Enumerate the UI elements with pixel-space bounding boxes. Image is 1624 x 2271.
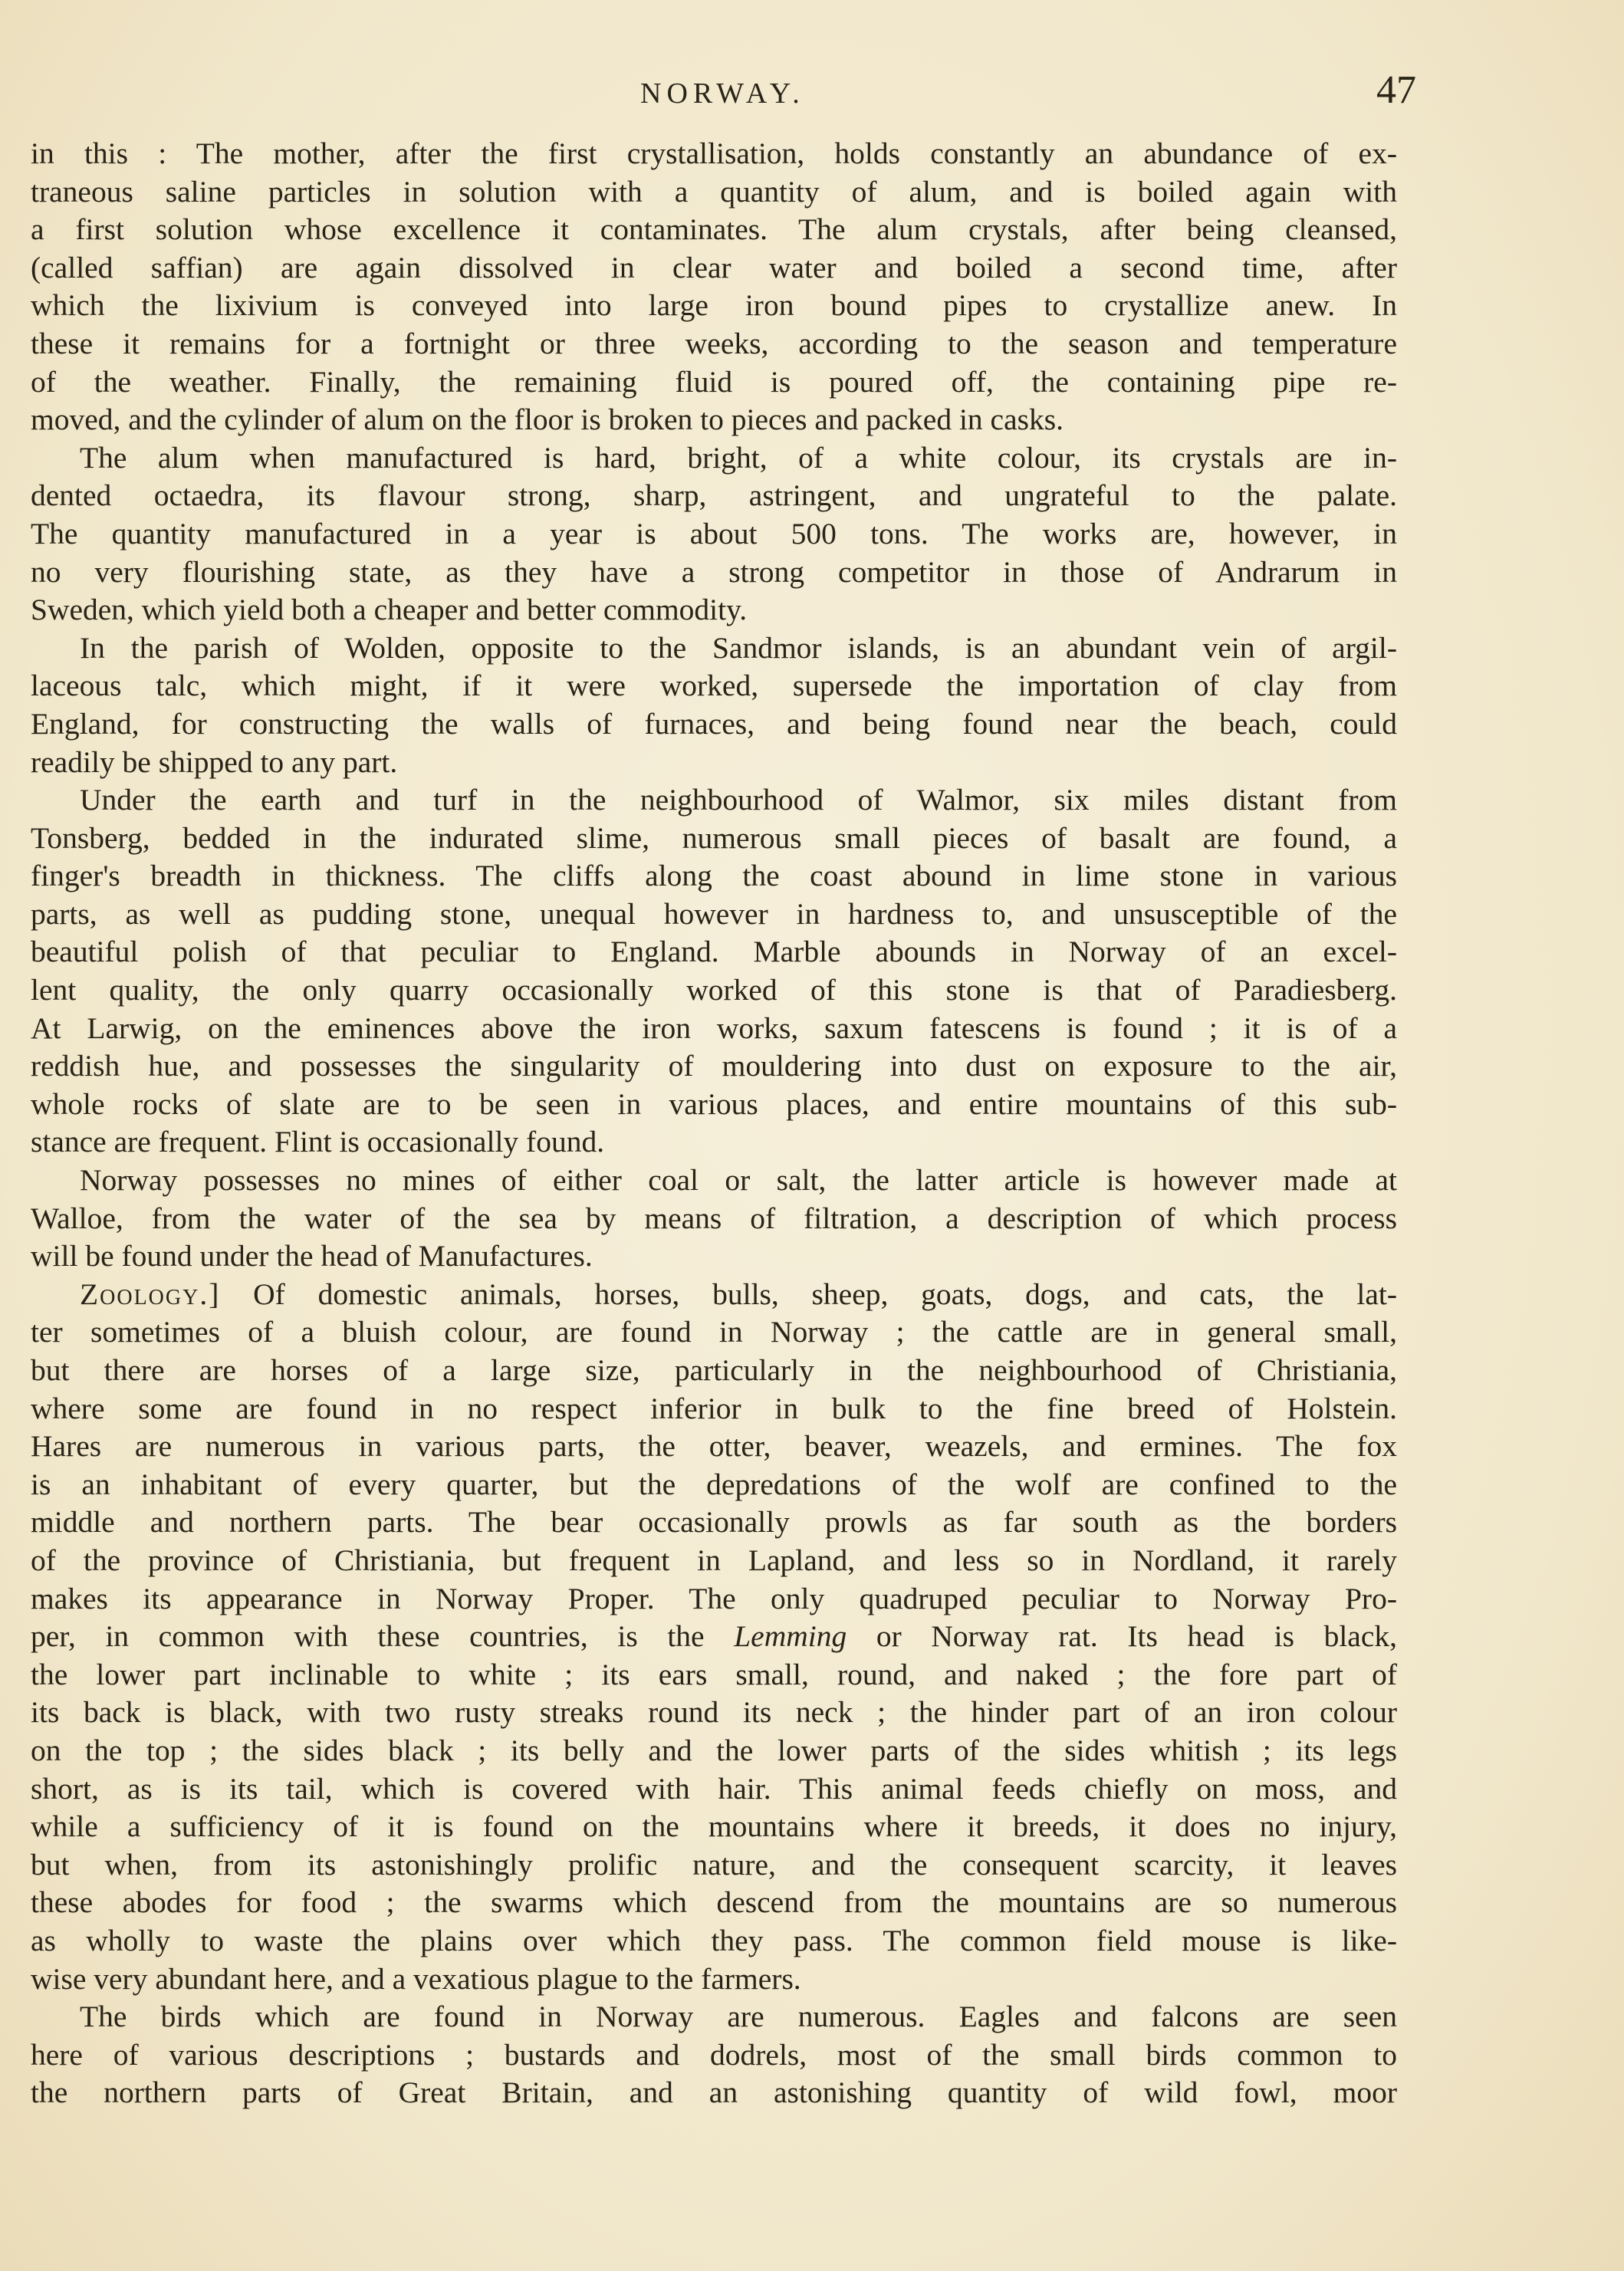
running-head	[31, 67, 1426, 121]
line-text: Norway possesses no mines of either coal or salt, the latter article is however made at	[80, 1163, 1397, 1198]
text-line	[31, 1466, 1397, 1504]
text-line	[31, 554, 1397, 592]
line-text: which the lixivium is conveyed into large iron bound pipes to crystallize anew. In	[31, 288, 1397, 323]
line-text: whole rocks of slate are to be seen in various places, and entire mountains of this sub-	[31, 1086, 1397, 1121]
text-line	[31, 1390, 1397, 1428]
line-text: At Larwig, on the eminences above the iron works, saxum fatescens is found ; it is of a	[31, 1011, 1397, 1045]
text-line	[31, 439, 1397, 478]
line-text: middle and northern parts. The bear occasionally prowls as far south as the borders	[31, 1505, 1397, 1540]
line-text: The quantity manufactured in a year is about 500 tons. The works are, however, in	[31, 516, 1397, 550]
text-line	[31, 705, 1397, 744]
page-number: 47	[1376, 68, 1416, 112]
line-text: Walloe, from the water of the sea by means of filtration, a description of which process	[31, 1201, 1397, 1235]
line-text: reddish hue, and possesses the singularity of mouldering into dust on exposure to the air,	[31, 1049, 1397, 1083]
line-text: per, in common with these countries, is the	[31, 1619, 735, 1654]
text-line	[31, 820, 1397, 858]
line-text: finger's breadth in thickness. The cliffs along the coast abound in lime stone in various	[31, 859, 1397, 893]
line-text: makes its appearance in Norway Proper. The only quadruped peculiar to Norway Pro-	[31, 1581, 1397, 1615]
text-line	[31, 1998, 1397, 2036]
text-line	[31, 1237, 1397, 1276]
text-line	[31, 667, 1397, 705]
text-line	[31, 1618, 1397, 1656]
text-line	[31, 1352, 1397, 1390]
line-text: the lower part inclinable to white ; its ears small, round, and naked ; the fore part of	[31, 1657, 1397, 1691]
line-text-tail: or Norway rat. Its head is black,	[847, 1619, 1397, 1654]
text-line	[31, 971, 1397, 1010]
text-line	[31, 1656, 1397, 1694]
line-text: The alum when manufactured is hard, bright, of a white colour, its crystals are in-	[80, 440, 1397, 475]
text-line	[31, 1162, 1397, 1200]
line-text: readily be shipped to any part.	[31, 744, 398, 779]
line-text: ter sometimes of a bluish colour, are found in Norway ; the cattle are in general small,	[31, 1315, 1397, 1349]
text-line	[31, 1428, 1397, 1466]
text-line	[31, 477, 1397, 515]
line-text: stance are frequent. Flint is occasionally found.	[31, 1125, 605, 1159]
line-text: these abodes for food ; the swarms which descend from the mountains are so numerous	[31, 1885, 1397, 1920]
line-text: of the weather. Finally, the remaining fluid is poured off, the containing pipe re-	[31, 364, 1397, 399]
text-line	[31, 1846, 1397, 1885]
line-text: the northern parts of Great Britain, and an astonishing quantity of wild fowl, moor	[31, 2075, 1397, 2110]
line-text: moved, and the cylinder of alum on the floor is broken to pieces and packed in casks.	[31, 403, 1063, 437]
text-line	[31, 1732, 1397, 1770]
text-line	[31, 1504, 1397, 1542]
line-text: lent quality, the only quarry occasionally worked of this stone is that of Paradiesberg.	[31, 973, 1397, 1007]
text-line	[31, 781, 1397, 820]
line-text: Of domestic animals, horses, bulls, sheep, goats, dogs, and cats, the lat-	[220, 1277, 1397, 1311]
line-text: here of various descriptions ; bustards and dodrels, most of the small birds common to	[31, 2037, 1397, 2072]
text-line	[31, 857, 1397, 896]
line-text: while a sufficiency of it is found on the mountains where it breeds, it does no injury,	[31, 1809, 1397, 1844]
text-line	[31, 2036, 1397, 2075]
line-text: (called saffian) are again dissolved in clear water and boiled a second time, after	[31, 250, 1397, 284]
text-line	[31, 249, 1397, 288]
text-line	[31, 135, 1397, 173]
text-line	[31, 1960, 1397, 1999]
line-text: Hares are numerous in various parts, the otter, beaver, weazels, and ermines. The fox	[31, 1429, 1397, 1464]
text-line	[31, 173, 1397, 212]
text-line	[31, 325, 1397, 363]
text-line	[31, 1010, 1397, 1048]
line-text: will be found under the head of Manufactures.	[31, 1239, 593, 1274]
line-text: England, for constructing the walls of furnaces, and being found near the beach, could	[31, 706, 1397, 741]
text-line	[31, 1542, 1397, 1580]
italic-term: Lemming	[734, 1619, 847, 1654]
line-text: short, as is its tail, which is covered with hair. This animal feeds chiefly on moss, and	[31, 1771, 1397, 1806]
text-line	[31, 211, 1397, 249]
text-line	[31, 1808, 1397, 1846]
text-line	[31, 363, 1397, 402]
line-text: In the parish of Wolden, opposite to the Sandmor islands, is an abundant vein of argil-	[80, 630, 1397, 665]
line-text: Under the earth and turf in the neighbourhood of Walmor, six miles distant from	[80, 783, 1397, 817]
line-text: but when, from its astonishingly prolific nature, and the consequent scarcity, it leaves	[31, 1847, 1397, 1882]
line-text: as wholly to waste the plains over which they pass. The common field mouse is like-	[31, 1923, 1397, 1957]
section-heading: Zoology.]	[80, 1277, 221, 1311]
text-line	[31, 1047, 1397, 1086]
line-text: wise very abundant here, and a vexatious plague to the farmers.	[31, 1961, 801, 1996]
line-text: laceous talc, which might, if it were worked, supersede the importation of clay from	[31, 669, 1397, 703]
line-text: where some are found in no respect inferior in bulk to the fine breed of Holstein.	[31, 1391, 1397, 1425]
text-line	[31, 744, 1397, 782]
body-text	[31, 135, 1397, 2112]
line-text: its back is black, with two rusty streaks round its neck ; the hinder part of an iron colour	[31, 1695, 1397, 1730]
text-line	[31, 1123, 1397, 1162]
line-text: on the top ; the sides black ; its belly and the lower parts of the sides whitish ; its legs	[31, 1733, 1397, 1767]
text-line	[31, 515, 1397, 554]
text-line	[31, 1694, 1397, 1732]
text-line	[31, 933, 1397, 971]
line-text: traneous saline particles in solution with a quantity of alum, and is boiled again with	[31, 174, 1397, 209]
line-text: these it remains for a fortnight or three weeks, according to the season and temperature	[31, 326, 1397, 360]
line-text: Sweden, which yield both a cheaper and better commodity.	[31, 593, 748, 627]
line-text: of the province of Christiania, but frequent in Lapland, and less so in Nordland, it rarely	[31, 1543, 1397, 1577]
text-line	[31, 896, 1397, 934]
line-text: in this : The mother, after the first crystallisation, holds constantly an abundance of ex-	[31, 136, 1397, 170]
text-line	[31, 1770, 1397, 1809]
line-text: no very flourishing state, as they have a strong competitor in those of Andrarum in	[31, 554, 1397, 589]
text-line	[31, 1922, 1397, 1960]
text-line	[31, 591, 1397, 629]
line-text: The birds which are found in Norway are numerous. Eagles and falcons are seen	[80, 2000, 1397, 2034]
text-line	[31, 1200, 1397, 1238]
line-text: parts, as well as pudding stone, unequal however in hardness to, and unsusceptible of the	[31, 896, 1397, 931]
text-line	[31, 287, 1397, 325]
text-line	[31, 1313, 1397, 1352]
text-line	[31, 1580, 1397, 1619]
text-line	[31, 629, 1397, 668]
line-text: Tonsberg, bedded in the indurated slime, numerous small pieces of basalt are found, a	[31, 820, 1397, 855]
line-text: beautiful polish of that peculiar to England. Marble abounds in Norway of an excel-	[31, 935, 1397, 969]
line-text: but there are horses of a large size, particularly in the neighbourhood of Christiania,	[31, 1353, 1397, 1387]
text-line	[31, 1086, 1397, 1124]
text-line	[31, 401, 1397, 439]
line-text: is an inhabitant of every quarter, but the depredations of the wolf are confined to the	[31, 1467, 1397, 1501]
running-head-title: NORWAY.	[640, 77, 805, 110]
line-text: a first solution whose excellence it contaminates. The alum crystals, after being cleansed,	[31, 212, 1397, 247]
text-line	[31, 2074, 1397, 2112]
text-line	[31, 1884, 1397, 1922]
text-line	[31, 1276, 1397, 1314]
line-text: dented octaedra, its flavour strong, sharp, astringent, and ungrateful to the palate.	[31, 478, 1397, 513]
